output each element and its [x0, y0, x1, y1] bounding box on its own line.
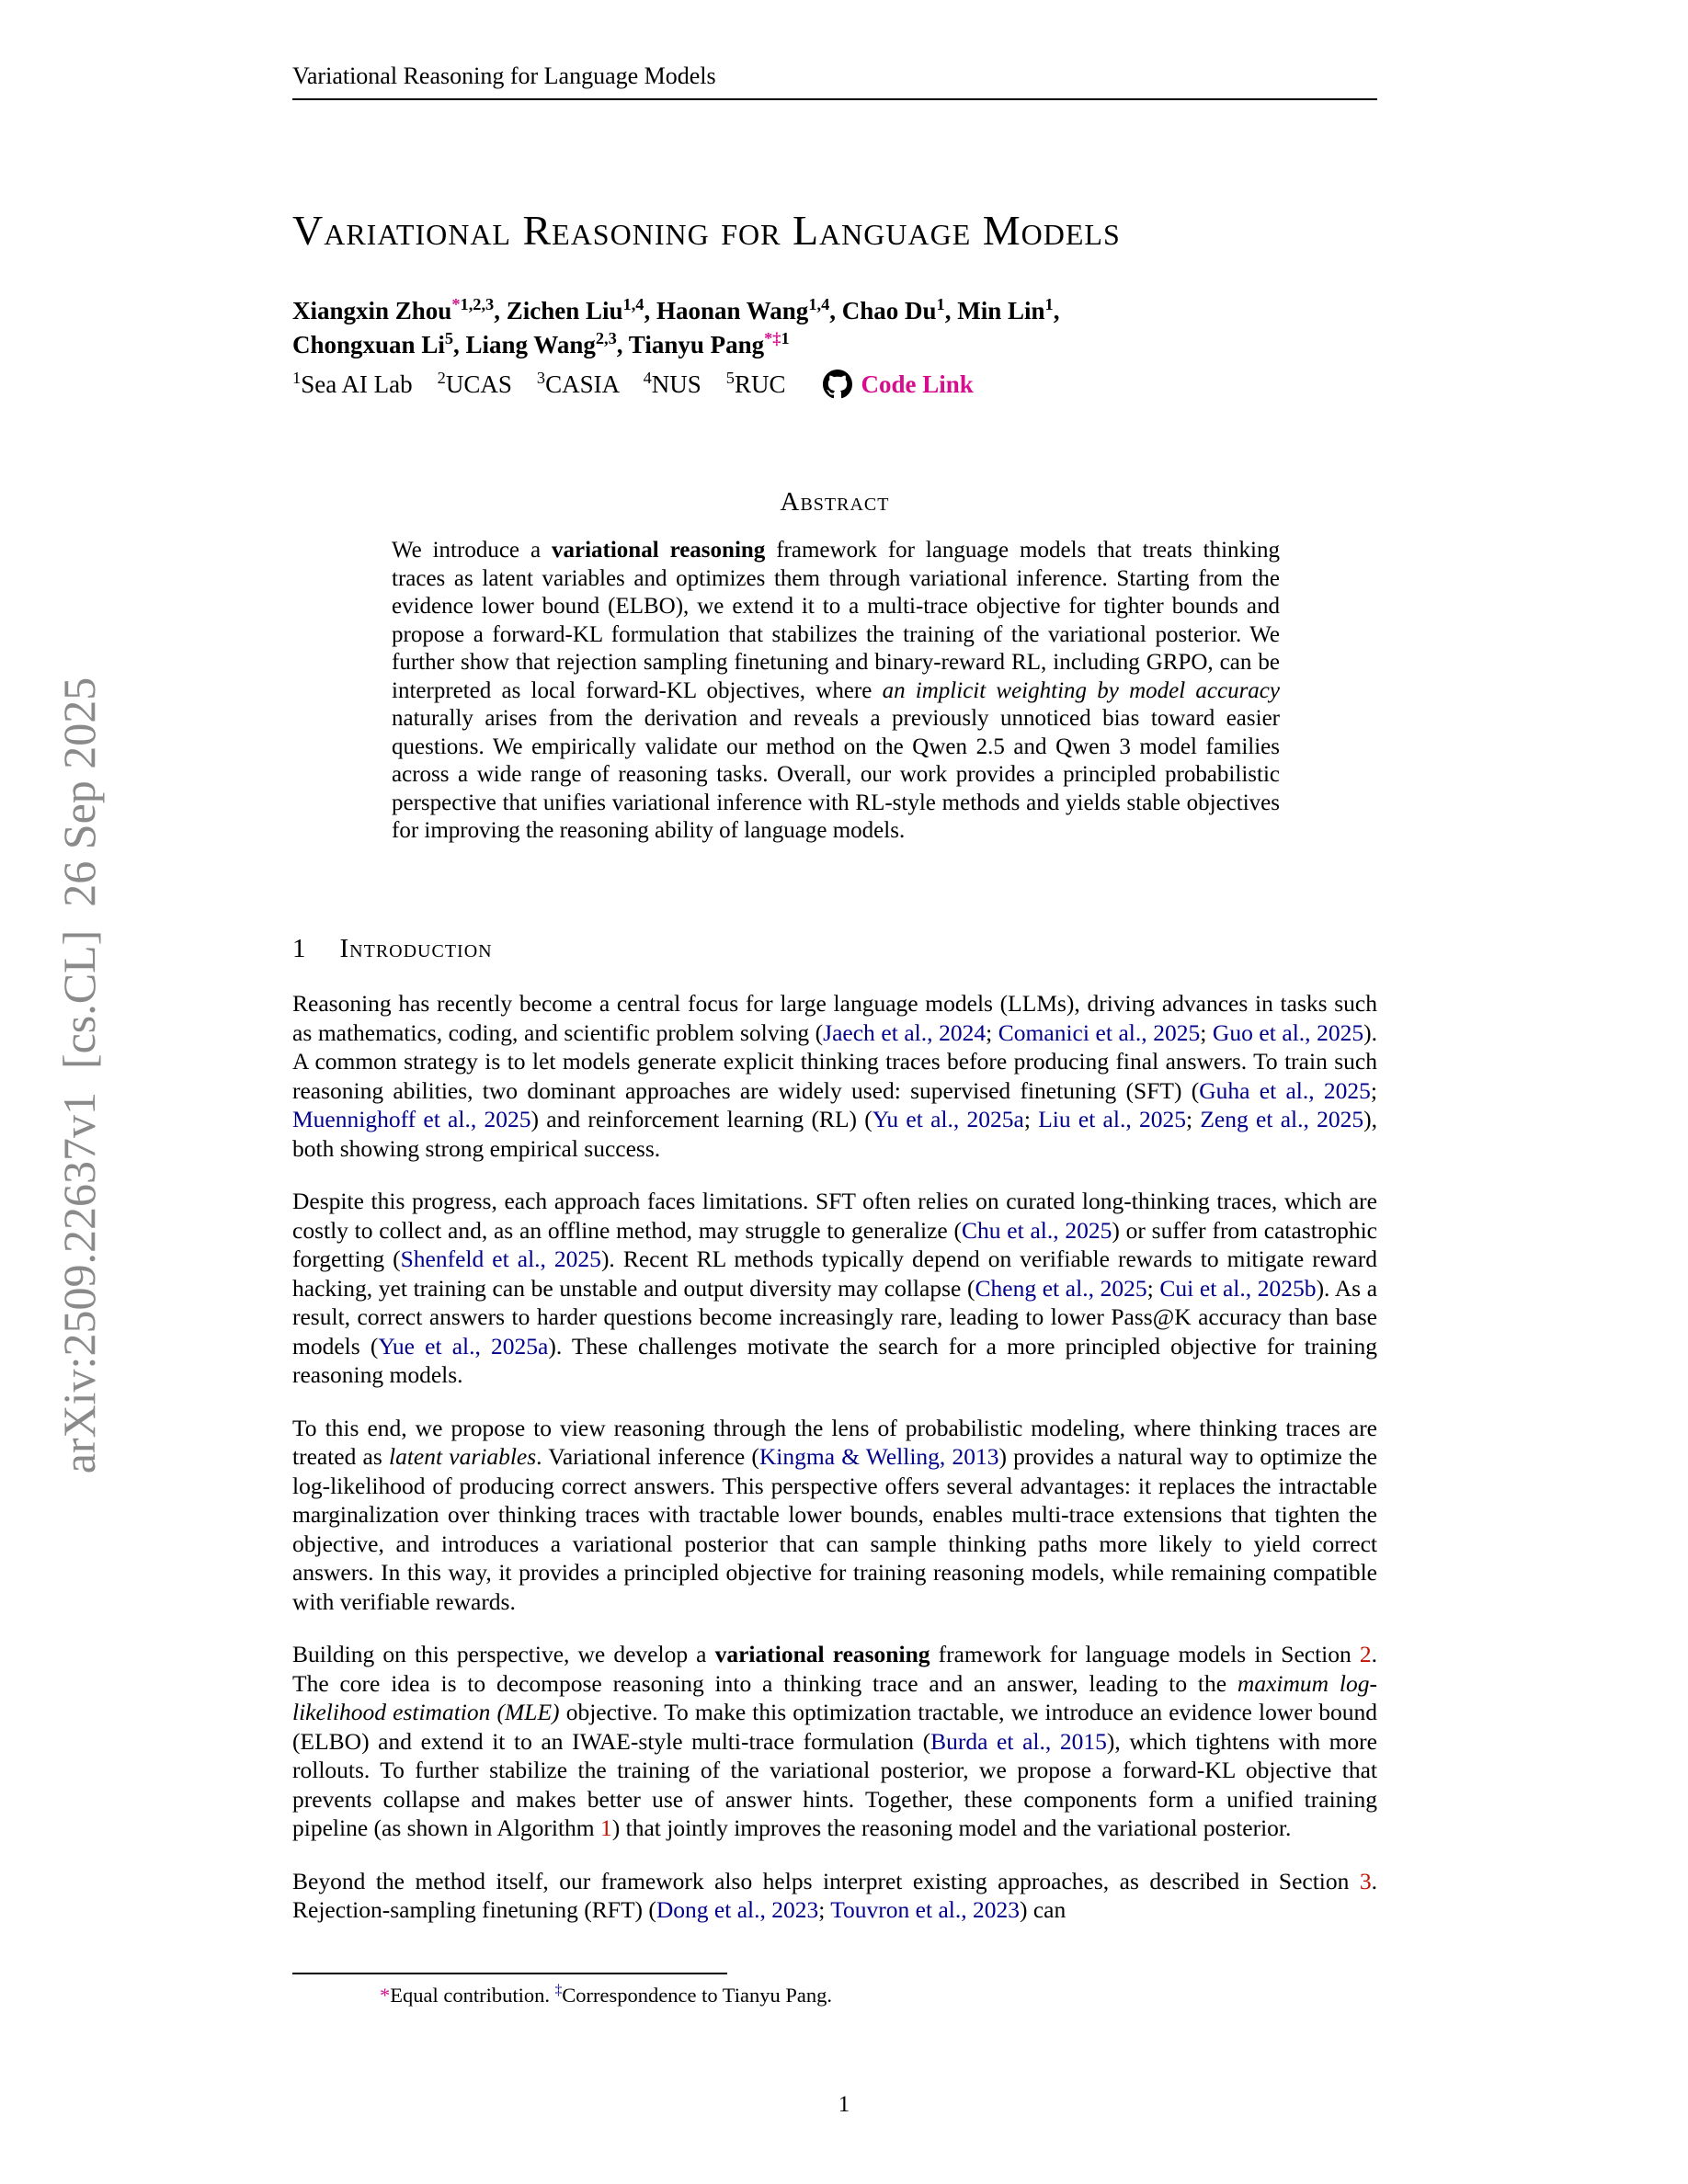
- citation-link[interactable]: Comanici et al., 2025: [998, 1018, 1201, 1046]
- text-segment: ;: [1185, 1106, 1201, 1132]
- intro-paragraph: [292, 1187, 1377, 1390]
- text-segment: ) and reinforcement learning (RL) (: [530, 1106, 873, 1132]
- author-line-2: [292, 328, 1377, 362]
- abstract-heading: Abstract: [780, 487, 890, 517]
- citation-link[interactable]: Shenfeld et al., 2025: [400, 1246, 601, 1272]
- text-segment: RUC: [734, 370, 786, 398]
- code-link[interactable]: Code Link: [861, 370, 974, 398]
- text-segment: Building on this perspective, we develop a: [292, 1641, 715, 1667]
- footnote-marker[interactable]: *‡: [764, 329, 781, 347]
- text-segment: ). Recent RL methods typically depend on verifiable rewards to mitigate reward hacking, yet training can be unstable and output diversity may collapse (: [292, 1246, 1377, 1302]
- citation-link[interactable]: Zeng et al., 2025: [1200, 1106, 1364, 1132]
- arxiv-watermark: arXiv:2509.22637v1 [cs.CL] 26 Sep 2025: [53, 677, 105, 1474]
- text-segment: , Haonan Wang: [644, 297, 809, 324]
- introduction-section: [292, 932, 1377, 1948]
- citation-link[interactable]: Guo et al., 2025: [1212, 1018, 1364, 1046]
- text-segment: ;: [986, 1018, 998, 1046]
- text-segment: framework for language models in Section: [930, 1641, 1360, 1667]
- text-segment: ), which tightens with more rollouts. To further stabilize the training of the variational posterior, we propose a forward-KL objective that prevents collapse and makes better use of answer hints. Together, these components form a unified training pipeline (as shown in Algorithm: [292, 1727, 1377, 1841]
- text-segment: . Variational inference (: [536, 1443, 759, 1470]
- text-segment: , Zichen Liu: [494, 297, 623, 324]
- text-segment: Beyond the method itself, our framework also helps interpret existing approaches, as described in Section: [292, 1867, 1360, 1894]
- paper-title: Variational Reasoning for Language Models: [292, 207, 1121, 254]
- section-heading-introduction: [292, 932, 1377, 965]
- internal-ref-link[interactable]: 3: [1359, 1867, 1372, 1894]
- text-segment: ) that jointly improves the reasoning model and the variational posterior.: [611, 1814, 1292, 1841]
- text-segment: 4: [643, 369, 652, 387]
- text-segment: NUS: [651, 370, 726, 398]
- text-segment: 1,2,3: [460, 295, 495, 313]
- text-segment: . The core idea is to decompose reasoning into a thinking trace and an answer, leading to the: [292, 1641, 1377, 1697]
- text-segment: 2: [437, 369, 446, 387]
- citation-link[interactable]: Yu et al., 2025a: [872, 1106, 1024, 1132]
- affiliations-row: [292, 368, 1377, 401]
- text-segment: Xiangxin Zhou: [292, 297, 452, 324]
- text-segment: , Liang Wang: [453, 331, 596, 358]
- footnote: [292, 1983, 1377, 2008]
- text-segment: , Chao Du: [829, 297, 937, 324]
- text-segment: maximum log-likelihood estimation (MLE): [292, 1669, 1377, 1725]
- footnote-rule: [292, 1973, 727, 1974]
- text-segment: ;: [1023, 1106, 1039, 1132]
- intro-paragraph: [292, 989, 1377, 1163]
- text-segment: 1: [1044, 295, 1054, 313]
- citation-link[interactable]: ‡: [554, 1982, 563, 1998]
- text-segment: ) can: [1019, 1896, 1066, 1923]
- text-segment: ;: [1200, 1018, 1213, 1046]
- citation-link[interactable]: Cheng et al., 2025: [975, 1274, 1147, 1302]
- text-segment: objective. To make this optimization tractable, we introduce an evidence lower bound (ELBO) and extend it to an IWAE-style multi-trace formulation (: [292, 1699, 1377, 1755]
- intro-paragraph: [292, 1867, 1377, 1925]
- text-segment: , Tianyu Pang: [616, 331, 765, 358]
- text-segment: 1: [936, 295, 945, 313]
- text-segment: Equal contribution.: [390, 1984, 555, 2007]
- text-segment: ) or suffer from catastrophic forgetting (: [292, 1216, 1377, 1272]
- running-head-title: Variational Reasoning for Language Models: [292, 63, 1377, 100]
- intro-paragraph: [292, 1640, 1377, 1843]
- text-segment: 3: [536, 369, 546, 387]
- citation-link[interactable]: Muennighoff et al., 2025: [292, 1106, 531, 1132]
- text-segment: ), both showing strong empirical success.: [292, 1106, 1377, 1162]
- text-segment: variational reasoning: [714, 1641, 930, 1667]
- section-number: 1: [292, 934, 307, 963]
- text-segment: 2,3: [595, 329, 617, 347]
- text-segment: Correspondence to Tianyu Pang.: [562, 1984, 832, 2007]
- text-segment: CASIA: [545, 370, 644, 398]
- author-line-1: [292, 294, 1377, 328]
- text-segment: . Rejection-sampling finetuning (RFT) (: [292, 1867, 1377, 1923]
- text-segment: 1: [781, 329, 790, 347]
- text-segment: ;: [818, 1896, 831, 1923]
- citation-link[interactable]: Cui et al., 2025b: [1159, 1274, 1317, 1302]
- footnote-marker[interactable]: *: [451, 295, 461, 313]
- internal-ref-link[interactable]: 2: [1359, 1641, 1372, 1667]
- citation-link[interactable]: Chu et al., 2025: [962, 1216, 1112, 1244]
- text-segment: Reasoning has recently become a central focus for large language models (LLMs), driving advances in tasks such as mathematics, coding, and scientific problem solving (: [292, 990, 1377, 1046]
- github-icon[interactable]: [823, 370, 852, 399]
- intro-paragraph: [292, 1414, 1377, 1617]
- text-segment: 1: [292, 369, 302, 387]
- text-segment: UCAS: [445, 370, 537, 398]
- text-segment: We introduce a: [392, 538, 552, 563]
- text-segment: ). These challenges motivate the search for a more principled objective for training reasoning models.: [292, 1332, 1378, 1388]
- text-segment: naturally arises from the derivation and reveals a previously unnoticed bias toward easier questions. We empirically validate our method on the Qwen 2.5 and Qwen 3 model families across a wide range of reasoning tasks. Overall, our work provides a principled probabilistic perspective that unifies variational inference with RL-style methods and yields stable objectives for improving the reasoning ability of language models.: [392, 706, 1280, 843]
- citation-link[interactable]: Jaech et al., 2024: [823, 1018, 987, 1046]
- author-block: [292, 294, 1377, 362]
- text-segment: ). As a result, correct answers to harder questions become increasingly rare, leading to lower Pass@K accuracy than base models (: [292, 1274, 1378, 1359]
- text-segment: ;: [1370, 1076, 1377, 1104]
- text-segment: an implicit weighting by model accuracy: [882, 677, 1281, 703]
- citation-link[interactable]: Liu et al., 2025: [1038, 1106, 1186, 1132]
- citation-link[interactable]: Kingma & Welling, 2013: [758, 1443, 999, 1470]
- citation-link[interactable]: Touvron et al., 2023: [830, 1896, 1020, 1923]
- text-segment: ,: [1053, 297, 1060, 324]
- text-segment: Sea AI Lab: [301, 370, 438, 398]
- text-segment: To this end, we propose to view reasoning through the lens of probabilistic modeling, where thinking traces are treated as: [292, 1414, 1377, 1470]
- page-number: 1: [838, 2092, 850, 2117]
- section-title: Introduction: [339, 934, 493, 963]
- text-segment: framework for language models that treats thinking traces as latent variables and optimizes them through variational inference. Starting from the evidence lower bound (ELBO), we extend it to a multi-trace objective for tighter bounds and propose a forward-KL formulation that stabilizes the training of the variational posterior. We further show that rejection sampling finetuning and binary-reward RL, including GRPO, can be interpreted as local forward-KL objectives, where: [392, 538, 1281, 703]
- abstract-text: [392, 537, 1280, 846]
- text-segment: variational reasoning: [551, 538, 766, 563]
- citation-link[interactable]: Burda et al., 2015: [930, 1727, 1107, 1755]
- text-segment: Despite this progress, each approach faces limitations. SFT often relies on curated long-thinking traces, which are costly to collect and, as an offline method, may struggle to generalize (: [292, 1188, 1377, 1244]
- text-segment: ;: [1146, 1274, 1160, 1302]
- footnote-area: [292, 1973, 1377, 2008]
- text-segment: , Min Lin: [944, 297, 1045, 324]
- citation-link[interactable]: Dong et al., 2023: [656, 1896, 819, 1923]
- internal-ref-link[interactable]: 1: [600, 1814, 612, 1841]
- head-block: [292, 206, 1377, 401]
- abstract-section: [292, 485, 1377, 846]
- footnote-marker[interactable]: *: [380, 1984, 391, 2007]
- text-segment: 5: [725, 369, 735, 387]
- citation-link[interactable]: Yue et al., 2025a: [378, 1332, 549, 1359]
- text-segment: 5: [444, 329, 454, 347]
- affiliations: [292, 368, 786, 401]
- text-segment: latent variables: [389, 1443, 537, 1470]
- text-segment: ). A common strategy is to let models generate explicit thinking traces before producing final answers. To train such reasoning abilities, two dominant approaches are widely used: supervised finetuning (SFT) (: [292, 1018, 1377, 1104]
- text-segment: 1,4: [622, 295, 644, 313]
- text-segment: ) provides a natural way to optimize the log-likelihood of producing correct answers. This perspective offers several advantages: it replaces the intractable marginalization over thinking traces with tractable lower bounds, enables multi-trace extensions that tighten the objective, and introduces a variational posterior that can sample thinking paths more likely to yield correct answers. In this way, it provides a principled objective for training reasoning models, while remaining compatible with verifiable rewards.: [292, 1443, 1377, 1615]
- text-segment: 1,4: [808, 295, 830, 313]
- text-segment: Chongxuan Li: [292, 331, 445, 358]
- citation-link[interactable]: Guha et al., 2025: [1199, 1076, 1371, 1104]
